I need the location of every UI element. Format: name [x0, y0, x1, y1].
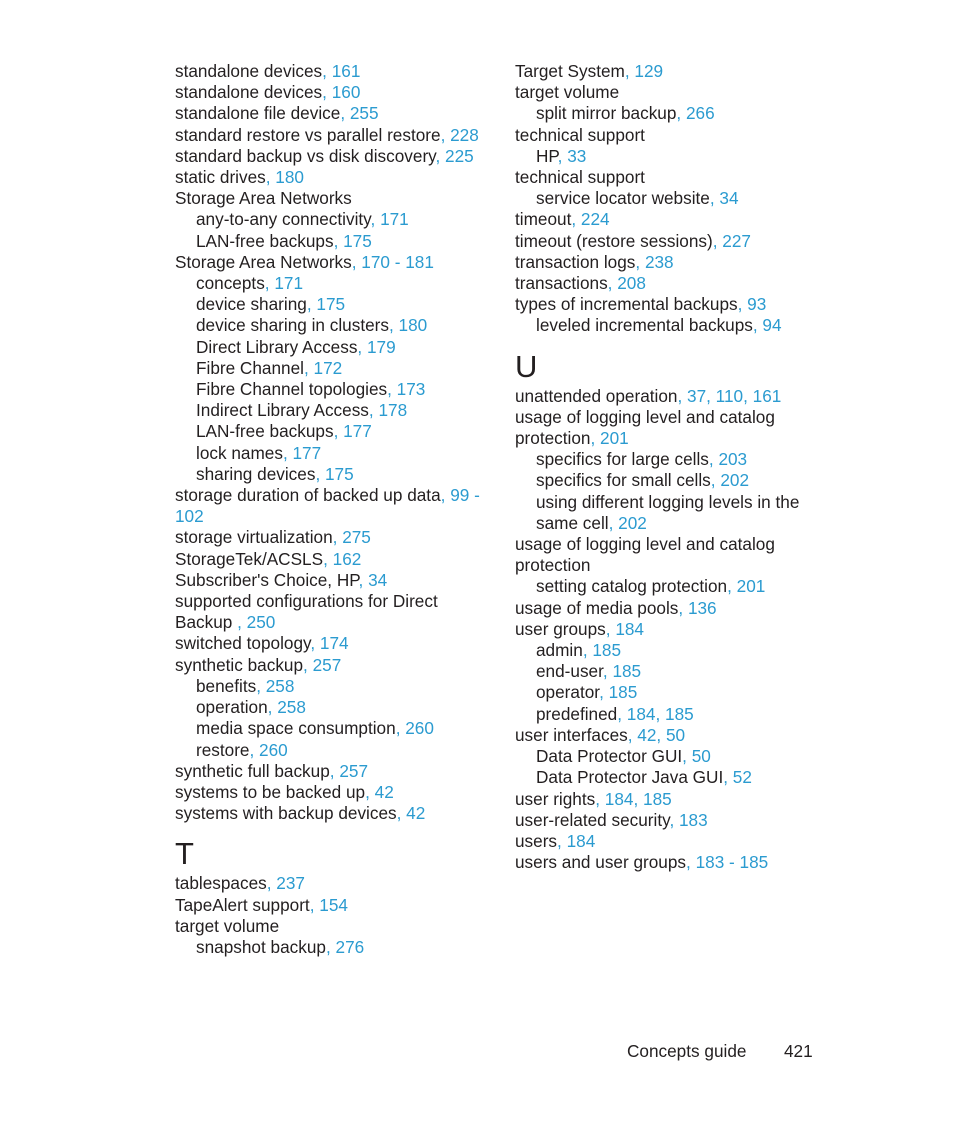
index-entry [515, 294, 815, 315]
index-subentry [175, 421, 485, 442]
index-entry [515, 386, 815, 407]
index-term: users [515, 830, 558, 851]
index-term: usage of logging level and catalog protection [515, 534, 775, 576]
index-term: user groups [515, 618, 606, 639]
index-entry [175, 761, 485, 782]
page-reference-link[interactable]: , 225 [435, 145, 474, 166]
page-reference-link[interactable]: , 93 [737, 294, 767, 315]
index-subentry [515, 146, 815, 167]
page-reference-link[interactable]: , 224 [571, 209, 610, 230]
index-entry [515, 831, 815, 852]
index-term: specifics for small cells [536, 470, 711, 491]
index-term: LAN-free backups [196, 421, 334, 442]
page-reference-link[interactable]: , 184 [557, 830, 596, 851]
index-subentry [175, 740, 485, 761]
index-entry [175, 82, 485, 103]
index-term: benefits [196, 675, 257, 696]
index-term: predefined [536, 703, 618, 724]
index-term: timeout [515, 209, 572, 230]
page-reference-link[interactable]: , 179 [357, 336, 396, 357]
index-term: user interfaces [515, 724, 628, 745]
index-subentry [175, 937, 485, 958]
index-subentry [175, 358, 485, 379]
index-subentry [515, 315, 815, 336]
index-term: Storage Area Networks [175, 251, 352, 272]
page-reference-link[interactable]: , 201 [727, 576, 766, 597]
index-term: standalone devices [175, 82, 323, 103]
page-reference-link[interactable]: , 52 [723, 767, 752, 788]
index-subentry [515, 704, 815, 725]
index-entry [175, 125, 485, 146]
index-term: types of incremental backups [515, 294, 738, 315]
page-reference-link[interactable]: , 99 - 102 [175, 485, 480, 527]
page-reference-link[interactable]: , 275 [332, 527, 371, 548]
index-term: Data Protector GUI [536, 746, 683, 767]
index-term: snapshot backup [196, 936, 326, 957]
index-term: systems with backup devices [175, 803, 397, 824]
index-entry [515, 125, 815, 146]
index-term: LAN-free backups [196, 230, 334, 251]
index-term: concepts [196, 273, 265, 294]
index-entry [175, 167, 485, 188]
index-subentry [175, 209, 485, 230]
section-letter-heading: T [175, 836, 194, 872]
index-term: synthetic backup [175, 654, 304, 675]
page-reference-link[interactable]: , 154 [309, 894, 348, 915]
page-reference-link[interactable]: , 162 [323, 548, 362, 569]
index-subentry [515, 661, 815, 682]
index-term: device sharing [196, 294, 307, 315]
page-reference-link[interactable]: , 175 [333, 230, 372, 251]
page-reference-link[interactable]: , 160 [322, 82, 361, 103]
page-reference-link[interactable]: , 257 [303, 654, 342, 675]
index-subentry [175, 231, 485, 252]
index-entry [515, 725, 815, 746]
page-reference-link[interactable]: , 177 [333, 421, 372, 442]
index-term: media space consumption [196, 718, 396, 739]
index-subentry [175, 697, 485, 718]
page-reference-link[interactable]: , 172 [303, 357, 343, 378]
index-entry [515, 273, 815, 294]
index-term: lock names [196, 442, 283, 463]
index-entry [175, 549, 485, 570]
index-entry [515, 598, 815, 619]
index-term: any-to-any connectivity [196, 209, 371, 230]
index-entry [175, 916, 485, 937]
index-term: supported configurations for Direct Backup [175, 591, 438, 633]
index-subentry [515, 682, 815, 703]
index-term: setting catalog protection [536, 576, 728, 597]
page-reference-link[interactable]: , 185 [582, 640, 622, 661]
page-reference-link[interactable]: , 171 [264, 273, 304, 294]
index-term: standard restore vs parallel restore [175, 124, 441, 145]
index-term: operation [196, 697, 268, 718]
index-entry [175, 633, 485, 654]
index-term: static drives [175, 167, 266, 188]
index-entry [175, 803, 485, 824]
page-reference-link[interactable]: , 185 [599, 682, 638, 703]
page-reference-link[interactable]: , 184, 185 [595, 788, 672, 809]
index-subentry [175, 315, 485, 336]
index-subentry [515, 188, 815, 209]
page-reference-link[interactable]: , 257 [329, 760, 369, 781]
index-entry [515, 789, 815, 810]
index-term: device sharing in clusters [196, 315, 389, 336]
index-subentry [515, 640, 815, 661]
index-term: user-related security [515, 809, 670, 830]
index-term: systems to be backed up [175, 781, 366, 802]
page-number: 421 [784, 1041, 813, 1061]
page-reference-link[interactable]: , 260 [395, 718, 434, 739]
index-entry [515, 167, 815, 188]
page-reference-link[interactable]: , 255 [340, 103, 379, 124]
page-reference-link[interactable]: , 37, 110, 161 [677, 385, 782, 406]
index-term: specifics for large cells [536, 449, 709, 470]
index-term: standalone devices [175, 61, 323, 81]
index-entry [515, 252, 815, 273]
index-term: storage duration of backed up data [175, 485, 441, 506]
page-reference-link[interactable]: , 171 [370, 209, 409, 230]
index-term: TapeAlert support [175, 894, 310, 915]
index-term: transaction logs [515, 251, 636, 272]
index-subentry [515, 767, 815, 788]
page-reference-link[interactable]: , 237 [266, 873, 305, 894]
index-term: service locator website [536, 188, 710, 209]
footer-title: Concepts guide [627, 1041, 747, 1061]
index-term: Direct Library Access [196, 336, 358, 357]
index-term: leveled incremental backups [536, 315, 753, 336]
page-reference-link[interactable]: , 238 [635, 251, 674, 272]
page-reference-link[interactable]: , 174 [310, 633, 349, 654]
index-column-right [515, 61, 815, 873]
index-term: usage of logging level and catalog protection [515, 406, 775, 449]
index-subentry [515, 746, 815, 767]
index-term: standard backup vs disk discovery [175, 145, 436, 166]
page-reference-link[interactable]: , 34 [709, 188, 739, 209]
page-reference-link[interactable]: , 184, 185 [617, 703, 694, 724]
index-term: standalone file device [175, 103, 341, 124]
page-reference-link[interactable]: , 178 [368, 400, 408, 421]
page-reference-link[interactable]: , 202 [710, 470, 750, 491]
index-subentry [515, 492, 815, 534]
index-subentry [175, 718, 485, 739]
index-subentry [515, 449, 815, 470]
page-reference-link[interactable]: , 42, 50 [627, 724, 686, 745]
index-subentry [175, 676, 485, 697]
index-subentry [175, 379, 485, 400]
page-reference-link[interactable]: , 208 [607, 273, 646, 294]
index-term: StorageTek/ACSLS [175, 548, 324, 569]
index-entry [515, 810, 815, 831]
index-term: operator [536, 682, 600, 703]
page-reference-link[interactable]: , 250 [237, 612, 276, 633]
index-term: timeout (restore sessions) [515, 230, 713, 251]
page-reference-link[interactable]: , 227 [712, 230, 751, 251]
page-reference-link[interactable]: , 183 [669, 809, 708, 830]
index-subentry [175, 273, 485, 294]
index-entry [175, 782, 485, 803]
page-footer [627, 1041, 813, 1062]
page-reference-link[interactable]: , 177 [282, 442, 322, 463]
index-term: Fibre Channel [196, 357, 304, 378]
page-reference-link[interactable]: , 258 [267, 697, 306, 718]
index-term: target volume [515, 82, 620, 103]
index-entry [175, 591, 485, 633]
index-term: usage of media pools [515, 597, 679, 618]
index-term: users and user groups [515, 852, 687, 873]
index-term: Target System [515, 61, 625, 81]
index-subentry [175, 464, 485, 485]
page-reference-link[interactable]: , 276 [325, 936, 365, 957]
index-term: Storage Area Networks [175, 188, 352, 209]
index-entry [175, 61, 485, 82]
page-reference-link[interactable]: , 175 [315, 463, 354, 484]
index-term: split mirror backup [536, 103, 677, 124]
page-reference-link[interactable]: , 180 [388, 315, 428, 336]
page-reference-link[interactable]: , 173 [387, 379, 426, 400]
page-reference-link[interactable]: , 161 [322, 61, 361, 81]
index-term: target volume [175, 915, 280, 936]
page-reference-link[interactable]: , 183 - 185 [686, 852, 769, 873]
page-reference-link[interactable]: , 42 [396, 803, 426, 824]
index-entry [175, 188, 485, 209]
page-reference-link[interactable]: , 34 [358, 569, 388, 590]
index-term: technical support [515, 124, 645, 145]
index-subentry [175, 294, 485, 315]
index-term: Indirect Library Access [196, 400, 369, 421]
page-reference-link[interactable]: , 180 [265, 167, 304, 188]
page-reference-link[interactable]: , 184 [605, 618, 644, 639]
index-entry [515, 534, 815, 576]
index-term: end-user [536, 661, 603, 682]
index-subentry [515, 103, 815, 124]
index-term: using different logging levels in the same cell [536, 491, 800, 533]
index-column-left [175, 61, 485, 958]
index-term: user rights [515, 788, 596, 809]
index-entry [515, 852, 815, 873]
page-reference-link[interactable]: , 50 [682, 746, 711, 767]
index-subentry [515, 470, 815, 491]
page-reference-link[interactable]: , 201 [590, 428, 629, 449]
index-entry [515, 407, 815, 449]
index-entry [515, 61, 815, 82]
index-entry [175, 103, 485, 124]
index-subentry [175, 443, 485, 464]
index-entry [175, 252, 485, 273]
page-reference-link[interactable]: , 266 [676, 103, 715, 124]
index-entry [175, 655, 485, 676]
index-term: admin [536, 640, 583, 661]
index-entry [175, 146, 485, 167]
index-term: tablespaces [175, 873, 267, 894]
page-reference-link[interactable]: , 33 [557, 145, 587, 166]
index-entry [515, 82, 815, 103]
page-reference-link[interactable]: , 258 [256, 675, 295, 696]
index-term: synthetic full backup [175, 760, 330, 781]
index-subentry [175, 400, 485, 421]
index-entry [515, 619, 815, 640]
page-reference-link[interactable]: , 202 [608, 512, 647, 533]
index-entry [175, 873, 485, 894]
index-entry [515, 231, 815, 252]
index-term: storage virtualization [175, 527, 333, 548]
index-term: technical support [515, 167, 645, 188]
page-reference-link[interactable]: , 42 [365, 781, 394, 802]
index-entry [175, 570, 485, 591]
page-reference-link[interactable]: , 185 [602, 661, 642, 682]
page-reference-link[interactable]: , 136 [678, 597, 717, 618]
section-letter-heading: U [515, 348, 538, 384]
index-entry [515, 209, 815, 230]
index-term: HP [536, 145, 558, 166]
page-reference-link[interactable]: , 175 [306, 294, 346, 315]
index-term: switched topology [175, 633, 311, 654]
page-reference-link[interactable]: , 129 [624, 61, 664, 81]
index-term: Fibre Channel topologies [196, 379, 388, 400]
index-subentry [175, 337, 485, 358]
page-reference-link[interactable]: , 260 [249, 739, 288, 760]
index-entry [175, 485, 485, 527]
page-reference-link[interactable]: , 203 [708, 449, 748, 470]
index-term: restore [196, 739, 250, 760]
index-term: Data Protector Java GUI [536, 767, 724, 788]
index-term: unattended operation [515, 385, 678, 406]
index-term: sharing devices [196, 463, 316, 484]
index-entry [175, 895, 485, 916]
index-entry [175, 527, 485, 548]
page-reference-link[interactable]: , 228 [440, 124, 479, 145]
page-reference-link[interactable]: , 94 [752, 315, 782, 336]
index-term: Subscriber's Choice, HP [175, 569, 359, 590]
index-subentry [515, 576, 815, 597]
page-reference-link[interactable]: , 170 - 181 [351, 251, 434, 272]
index-term: transactions [515, 273, 608, 294]
